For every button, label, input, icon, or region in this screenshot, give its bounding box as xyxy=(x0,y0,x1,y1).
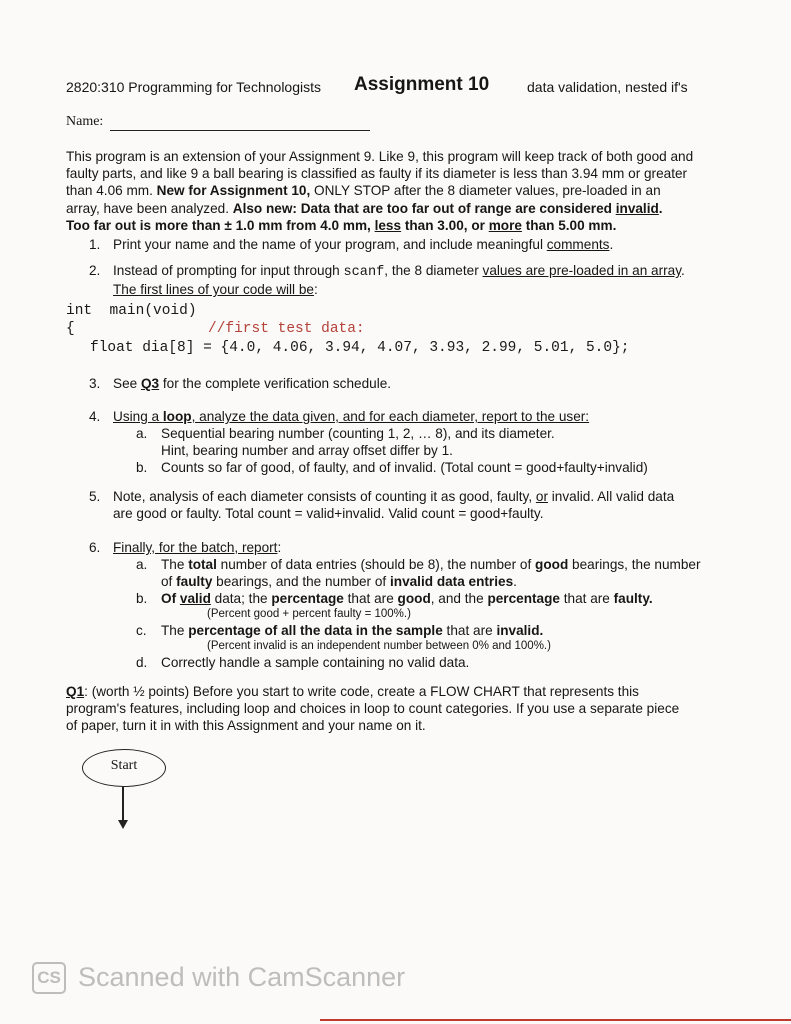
flowchart-start-node: Start xyxy=(82,749,166,787)
name-label: Name: xyxy=(66,114,104,129)
camscanner-watermark: Scanned with CamScanner xyxy=(78,962,406,992)
question-q1: Q1: (worth ½ points) Before you start to write code, create a FLOW CHART that represents this program's features, including loop and choices in loop to count categories. If you use a separate piece of paper, turn it in with this Assignment and your name on it. xyxy=(66,684,680,733)
assignment-topic: data validation, nested if's xyxy=(527,79,688,95)
list-item-2: 2. Instead of prompting for input through scanf, the 8 diameter values are pre-loaded in an array. The first lines of your code will be: xyxy=(89,263,685,297)
list-item-3: 3. See Q3 for the complete verification schedule. xyxy=(89,376,392,391)
name-blank-line xyxy=(110,130,370,131)
assignment-title: Assignment 10 xyxy=(354,74,490,95)
intro-paragraph: This program is an extension of your Assignment 9. Like 9, this program will keep track of both good and faulty parts, and like 9 a ball bearing is classified as faulty if its diameter is less than 3.94 mm or greater than 4.06 mm. New for Assignment 10, ONLY STOP after the 8 diameter values, pre-loaded in an array, have been analyzed. Also new: Data that are too far out of range are considered invalid. Too far out is more than ± 1.0 mm from 4.0 mm, less than 3.00, or more than 5.00 mm. xyxy=(66,149,694,233)
code-line-array: float dia[8] = {4.0, 4.06, 3.94, 4.07, 3.93, 2.99, 5.01, 5.0}; xyxy=(90,340,630,356)
list-item-1: 1. Print your name and the name of your program, and include meaningful comments. xyxy=(89,237,614,252)
list-item-4: 4. Using a loop, analyze the data given, and for each diameter, report to the user: a. Sequential bearing number (counting 1, 2, … 8), and its diameter. Hint, bearing number and array offset differ by 1. b. Counts so far of good, of faulty, and of invalid. (Total count = good+faulty+invalid) xyxy=(89,409,648,475)
course-title: 2820:310 Programming for Technologists xyxy=(66,79,322,95)
camscanner-logo-icon: CS xyxy=(32,962,66,994)
code-line-main: int main(void) xyxy=(66,303,197,319)
code-comment: //first test data: xyxy=(208,321,365,337)
list-item-6: 6. Finally, for the batch, report: a. The total number of data entries (should be 8), the number of good bearings, the number of faulty bearings, and the number of invalid data entries. b. Of valid data; the percentage that are good, and the percentage that are faulty. (Percent good + percent faulty = 100%.) c. The percentage of all the data in the sample that are invalid. (Percent invalid is an independent number between 0% and 100%.) d. Correctly handle a sample containing no valid data. xyxy=(89,540,701,670)
code-line-brace: { xyxy=(66,321,75,337)
flowchart-arrow-line xyxy=(122,787,124,821)
red-edge-line xyxy=(320,1019,791,1021)
list-item-5: 5. Note, analysis of each diameter consists of counting it as good, faulty, or invalid. All valid data are good or faulty. Total count = valid+invalid. Valid count = good+faulty. xyxy=(89,489,675,521)
flowchart-arrow-head xyxy=(118,820,128,829)
